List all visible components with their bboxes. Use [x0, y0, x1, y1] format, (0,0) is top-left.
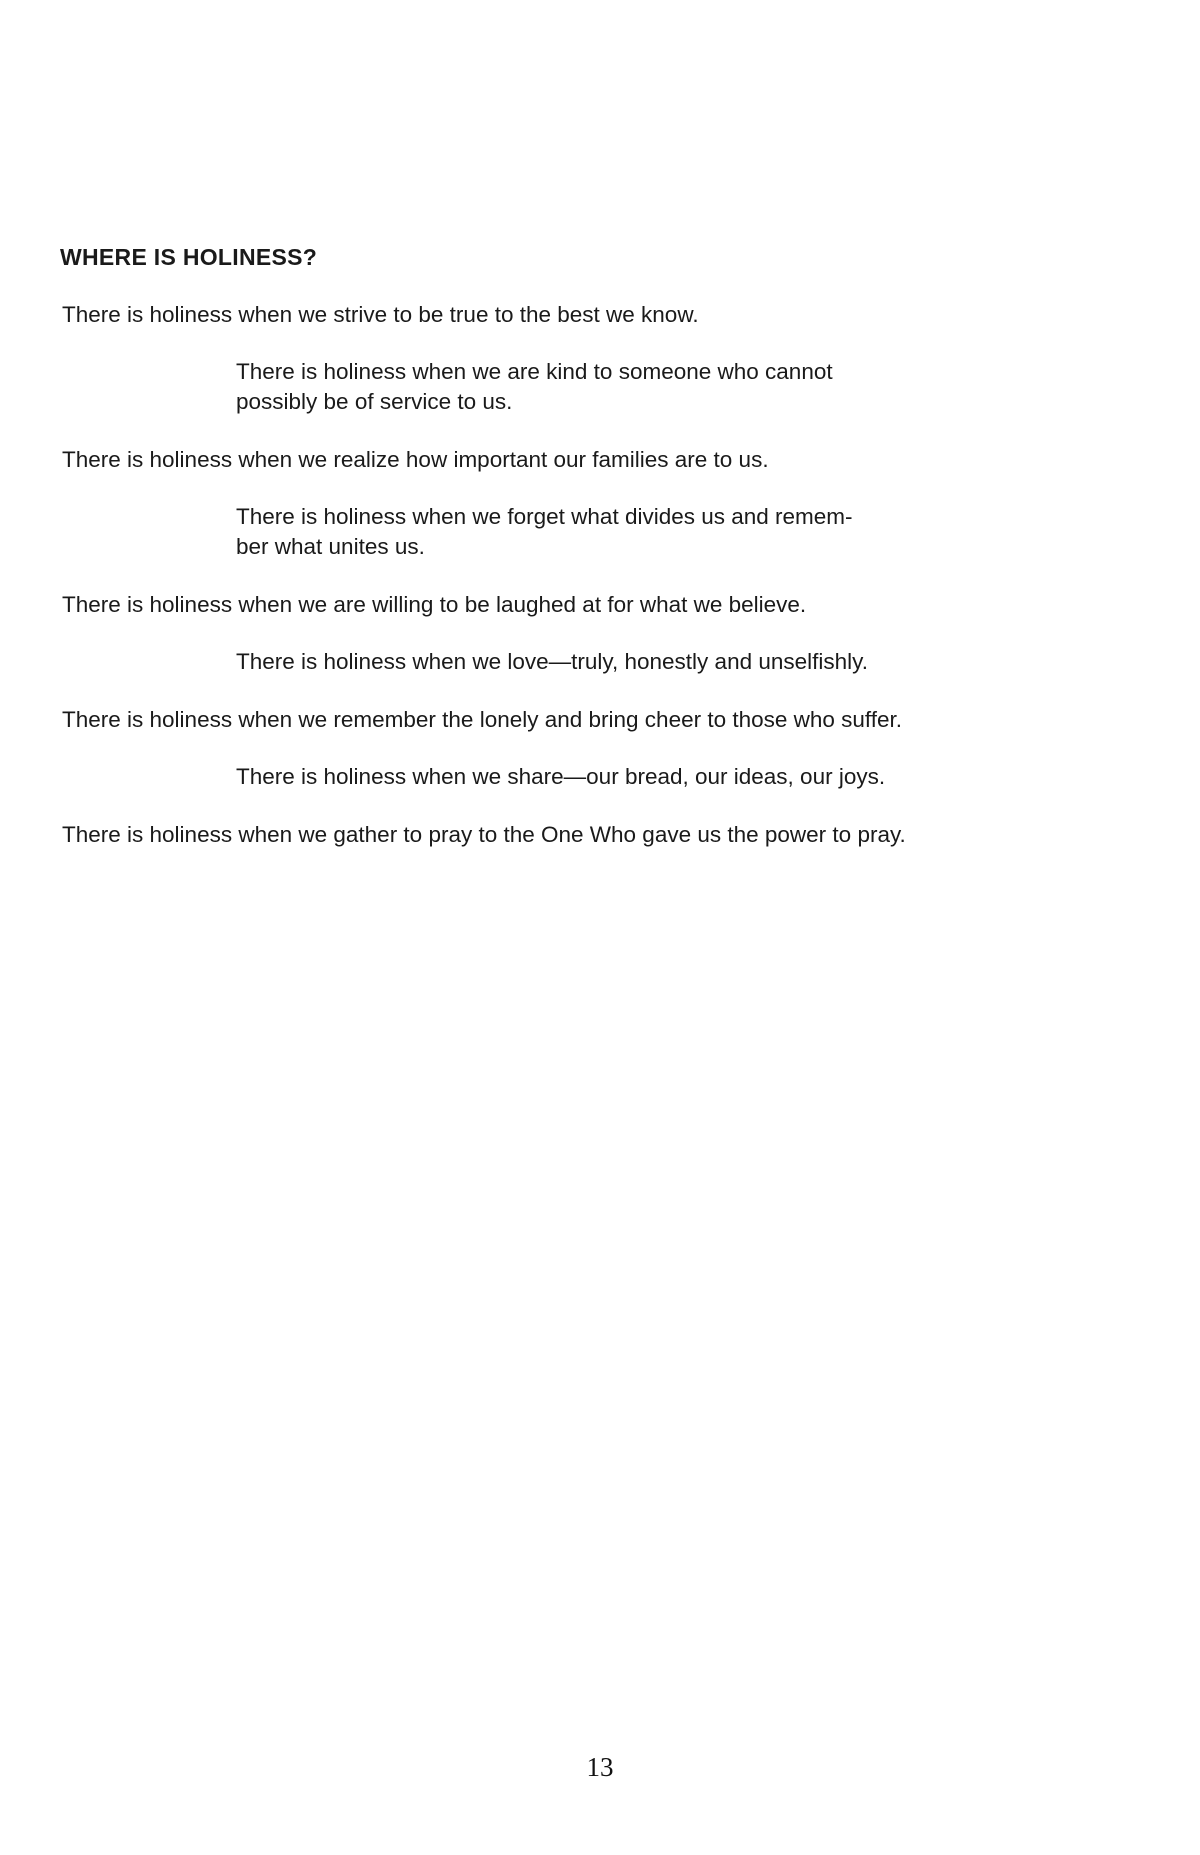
verse-line: There is holiness when we realize how important our families are to us.: [62, 447, 769, 472]
verse-line: There is holiness when we are kind to someone who cannot: [236, 359, 833, 384]
verse-line: There is holiness when we remember the lonely and bring cheer to those who suffer.: [62, 707, 903, 732]
page-number: 13: [586, 1752, 614, 1782]
verse-line: There is holiness when we gather to pray to the One Who gave us the power to pray.: [62, 822, 906, 847]
verse-line-continuation: ber what unites us.: [236, 534, 425, 559]
verse-line: There is holiness when we strive to be true to the best we know.: [62, 302, 699, 327]
poem-title: WHERE IS HOLINESS?: [60, 244, 318, 270]
verse-line: There is holiness when we forget what divides us and remem-: [236, 504, 853, 529]
verse-line-continuation: possibly be of service to us.: [236, 389, 513, 414]
verse-line: There is holiness when we share—our bread, our ideas, our joys.: [236, 764, 886, 789]
verse-line: There is holiness when we love—truly, honestly and unselfishly.: [236, 649, 868, 674]
verse-line: There is holiness when we are willing to be laughed at for what we believe.: [62, 592, 807, 617]
